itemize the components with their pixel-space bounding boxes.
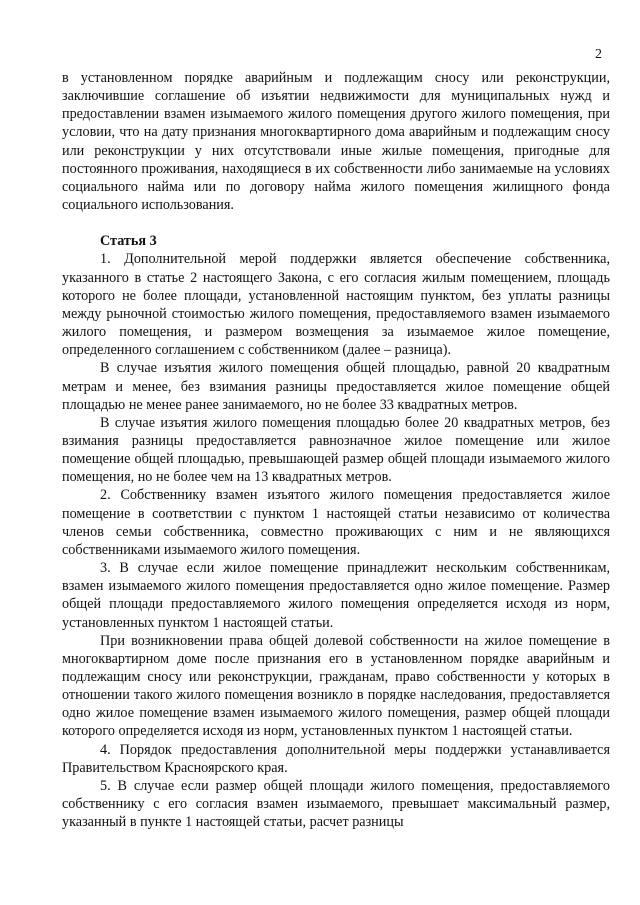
- paragraph-6: При возникновении права общей долевой собственности на жилое помещение в многоквартирном доме после признания его в установленном порядке аварийным и подлежащим сносу или реконструкции, гражданам, право собственности у которых в отношении такого жилого помещения возникло в порядке наследования, предоставляется одно жилое помещение взамен изымаемого жилого помещения, размер общей площади которого определяется исходя из норм, установленных пунктом 1 настоящей статьи.: [62, 632, 610, 740]
- paragraph-2: В случае изъятия жилого помещения общей площадью, равной 20 квадратным метрам и менее, без взимания разницы предоставляется жилое помещение общей площадью не менее ранее занимаемого, но не более 33 квадратных метров.: [62, 360, 610, 413]
- paragraph-3: В случае изъятия жилого помещения площадью более 20 квадратных метров, без взимания разницы предоставляется равнозначное жилое помещение или жилое помещение общей площадью, превышающей размер общей площади изымаемого жилого помещения, но не более чем на 13 квадратных метров.: [62, 414, 610, 486]
- document-body: [62, 69, 610, 831]
- page-number: 2: [595, 47, 602, 62]
- intro-paragraph: в установленном порядке аварийным и подлежащим сносу или реконструкции, заключившие соглашение об изъятии недвижимости для муниципальных нужд и предоставлении взамен изымаемого жилого помещения другого жилого помещения, при условии, что на дату признания многоквартирного дома аварийным и подлежащим сносу или реконструкции у них отсутствовали иные жилые помещения, пригодные для постоянного проживания, находящиеся в их собственности либо занимаемые на условиях социального найма или по договору найма жилого помещения жилищного фонда социального использования.: [62, 70, 610, 214]
- paragraph-4: 2. Собственнику взамен изъятого жилого помещения предоставляется жилое помещение в соответствии с пунктом 1 настоящей статьи независимо от количества членов семьи собственника, совместно проживающих с ним и не являющихся собственниками изымаемого жилого помещения.: [62, 487, 610, 558]
- article-heading: Статья 3: [100, 233, 157, 250]
- paragraph-7: 4. Порядок предоставления дополнительной меры поддержки устанавливается Правительством Красноярского края.: [62, 741, 610, 776]
- paragraph-5: 3. В случае если жилое помещение принадлежит нескольким собственникам, взамен изымаемого жилого помещения предоставляется одно жилое помещение. Размер общей площади предоставляемого жилого помещения определяется исходя из норм, установленных пунктом 1 настоящей статьи.: [62, 560, 610, 631]
- paragraph-8: 5. В случае если размер общей площади жилого помещения, предоставляемого собственнику с его согласия взамен изымаемого, превышает максимальный размер, указанный в пункте 1 настоящей статьи, расчет разницы: [62, 777, 610, 831]
- paragraph-1: 1. Дополнительной мерой поддержки является обеспечение собственника, указанного в статье 2 настоящего Закона, с его согласия жилым помещением, площадь которого не более площади, установленной настоящим пунктом, без уплаты разницы между рыночной стоимостью жилого помещения, предоставляемого взамен изымаемого жилого помещения, и размером возмещения за изымаемое жилое помещение, определенного соглашением с собственником (далее – разница).: [62, 251, 610, 359]
